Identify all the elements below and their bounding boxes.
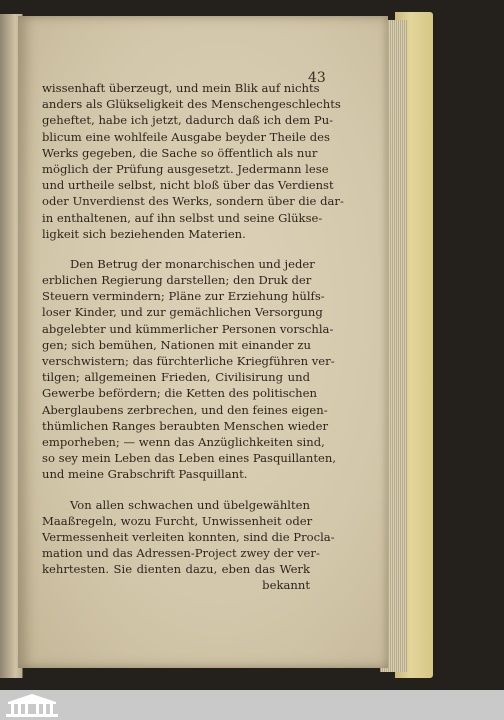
- catchword: bekannt: [262, 578, 310, 593]
- text-line: blicum eine wohlfeile Ausgabe beyder Theile des: [42, 129, 330, 144]
- text-line: wissenhaft überzeugt, und mein Blik auf nichts: [42, 81, 320, 95]
- library-building-logo-icon: [4, 692, 60, 718]
- page-number: 43: [308, 70, 326, 86]
- text-line: verschwistern; das fürchterliche Kriegführen ver-: [42, 354, 335, 368]
- text-line: Vermessenheit verleiten konnten, sind die Procla-: [42, 529, 335, 544]
- text-line: anders als Glükseligkeit des Menschengeschlechts: [42, 97, 341, 112]
- body-text: [42, 80, 344, 594]
- text-line: geheftet, habe ich jetzt, dadurch daß ich dem Pu-: [42, 113, 334, 128]
- paragraph-gap: [42, 483, 310, 497]
- text-line: emporheben; — wenn das Anzüglichkeiten sind,: [42, 434, 325, 449]
- paragraph-3: [42, 497, 335, 594]
- text-line: Maaßregeln, wozu Furcht, Unwissenheit oder: [42, 513, 313, 528]
- text-line: und meine Grabschrift Pasquillant.: [42, 467, 248, 482]
- text-line: gen; sich bemühen, Nationen mit einander zu: [42, 337, 311, 352]
- text-line: tilgen; allgemeinen Frieden, Civilisirung und: [42, 370, 310, 385]
- text-line: Gewerbe befördern; die Ketten des politischen: [42, 386, 317, 401]
- text-line: erblichen Regierung darstellen; den Druk der: [42, 273, 312, 288]
- text-line: in enthaltenen, auf ihn selbst und seine Glükse-: [42, 210, 323, 225]
- text-line: Aberglaubens zerbrechen, und den feines eigen-: [42, 402, 328, 417]
- text-line: Steuern vermindern; Pläne zur Erziehung hülfs-: [42, 289, 325, 304]
- text-line: abgelebter und kümmerlicher Personen vorschla-: [42, 321, 334, 336]
- text-line: loser Kinder, und zur gemächlichen Versorgung: [42, 305, 323, 320]
- text-line: Den Betrug der monarchischen und jeder: [70, 256, 315, 271]
- text-line: möglich der Prüfung ausgesetzt. Jedermann lese: [42, 161, 329, 176]
- paragraph-gap: [42, 242, 310, 256]
- paragraph-2: [42, 256, 337, 483]
- text-line: thümlichen Ranges beraubten Menschen wieder: [42, 418, 329, 433]
- text-line: mation und das Adressen-Project zwey der ver-: [42, 546, 320, 561]
- paragraph-1: [42, 80, 344, 242]
- text-line: kehrtesten. Sie dienten dazu, eben das Werk: [42, 562, 310, 577]
- text-line: oder Unverdienst des Werks, sondern über die dar-: [42, 194, 344, 209]
- viewer-footer-bar: [0, 690, 504, 720]
- text-line: so sey mein Leben das Leben eines Pasquillanten,: [42, 451, 337, 466]
- text-line: Von allen schwachen und übelgewählten: [70, 497, 310, 512]
- text-line: ligkeit sich beziehenden Materien.: [42, 226, 246, 241]
- text-line: und urtheile selbst, nicht bloß über das Verdienst: [42, 178, 334, 193]
- text-line: Werks gegeben, die Sache so öffentlich als nur: [42, 145, 318, 160]
